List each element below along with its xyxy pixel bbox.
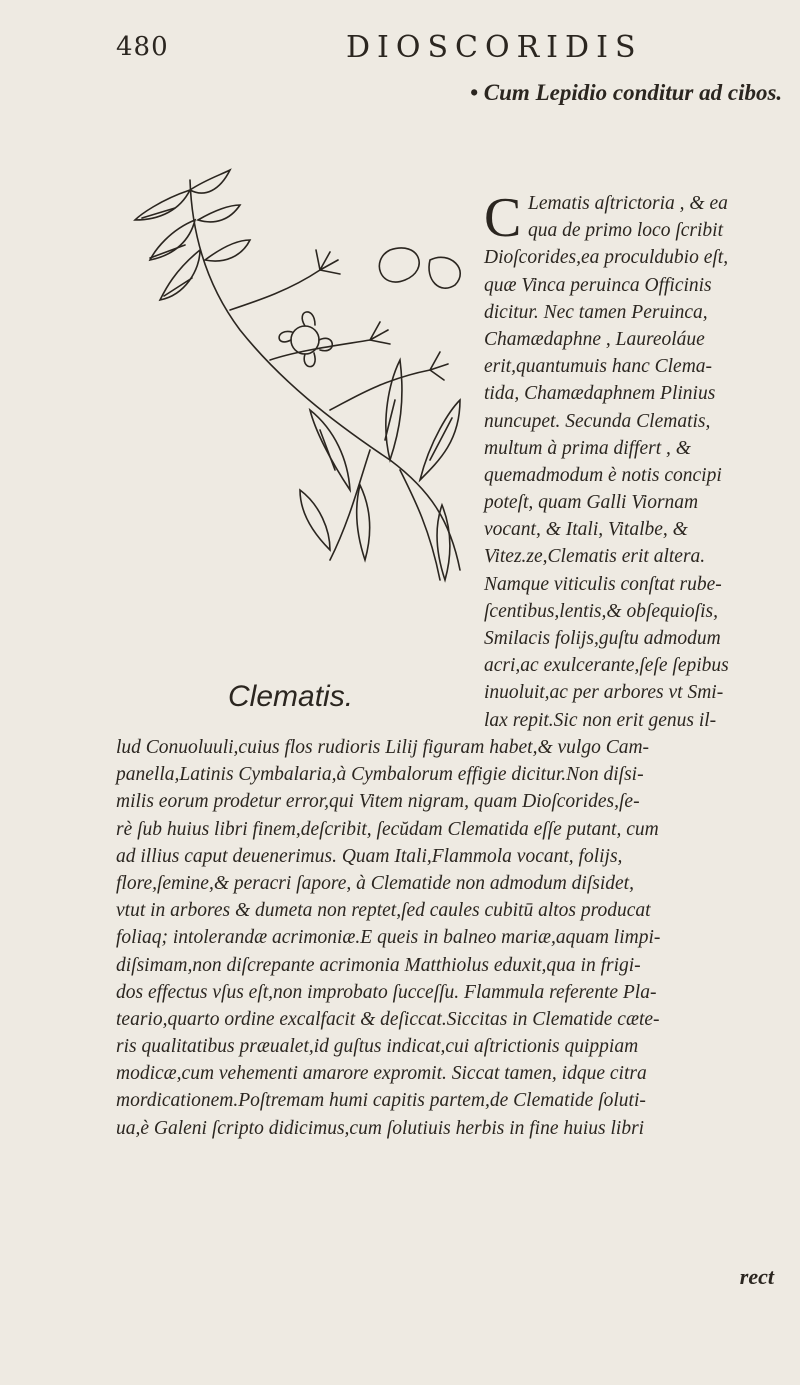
- text-line: ad illius caput deuenerimus. Quam Itali,Flammola vocant, folijs,: [116, 845, 623, 867]
- text-line: qua de primo loco ſcribit: [528, 220, 723, 242]
- text-line: lud Conuoluuli,cuius flos rudioris Lilij figuram habet,& vulgo Cam-: [116, 737, 650, 758]
- text-line: diſsimam,non diſcrepante acrimonia Matthiolus eduxit,qua in frigi-: [116, 954, 641, 976]
- text-line: vtut in arbores & dumeta non reptet,ſed caules cubitū altos producat: [116, 900, 651, 922]
- page-number: 480: [116, 32, 169, 62]
- text-line: lax repit.Sic non erit genus il-: [484, 709, 717, 731]
- text-line: erit,quantumuis hanc Clema-: [484, 356, 713, 378]
- text-line: quemadmodum è notis concipi: [484, 464, 722, 486]
- text-line: nuncupet. Secunda Clematis,: [484, 410, 711, 432]
- margin-note: • Cum Lepidio conditur ad cibos.: [470, 80, 783, 105]
- text-line: quæ Vinca peruinca Officinis: [484, 274, 712, 296]
- text-line: modicæ,cum vehementi amarore expromit. Siccat tamen, idque citra: [116, 1063, 647, 1085]
- catchword: rect: [739, 1264, 774, 1289]
- text-line: teario,quarto ordine excalfacit & deſiccat.Siccitas in Clematide cæte-: [116, 1008, 660, 1030]
- drop-cap: C: [484, 187, 522, 249]
- text-line: flore,ſemine,& peracri ſapore, à Clematide non admodum diſsidet,: [116, 872, 634, 894]
- text-line: vocant, & Itali, Vitalbe, &: [484, 519, 688, 541]
- text-line: ris qualitatibus præualet,id guſtus indicat,cui aſtrictionis quippiam: [116, 1036, 639, 1058]
- text-line: foliaq; intolerandæ acrimoniæ.E queis in balneo mariæ,aquam limpi-: [116, 927, 661, 949]
- text-line: rè ſub huius libri finem,deſcribit, ſecŭdam Clematida eſſe putant, cum: [116, 818, 659, 840]
- text-line: Chamædaphne , Laureoláue: [484, 328, 705, 350]
- text-line: acri,ac exulcerante,ſeſe ſepibus: [484, 655, 729, 677]
- text-line: multum à prima differt , &: [484, 437, 691, 459]
- text-line: Smilacis folijs,guſtu admodum: [484, 628, 721, 649]
- running-head: DIOSCORIDIS: [346, 30, 643, 65]
- full-width-text: [116, 734, 796, 1142]
- figure-caption: Clematis.: [228, 680, 354, 713]
- text-line: ſcentibus,lentis,& obſequioſis,: [484, 600, 718, 622]
- text-line: ua,è Galeni ſcripto didicimus,cum ſolutiuis herbis in fine huius libri: [116, 1117, 645, 1139]
- text-line: dicitur. Nec tamen Peruinca,: [484, 301, 708, 323]
- text-line: Vitez.ze,Clematis erit altera.: [484, 546, 706, 568]
- text-line: poteſt, quam Galli Viornam: [484, 492, 699, 514]
- page-header: [0, 26, 800, 66]
- text-line: Dioſcorides,ea proculdubio eſt,: [484, 247, 729, 269]
- text-line: mordicationem.Poſtremam humi capitis partem,de Clematide ſoluti-: [116, 1090, 646, 1112]
- text-column: [484, 187, 796, 734]
- text-line: Lematis aſtrictoria , & ea: [528, 193, 728, 214]
- text-line: milis eorum prodetur error,qui Vitem nigram, quam Dioſcorides,ſe-: [116, 791, 640, 813]
- text-line: tida, Chamædaphnem Plinius: [484, 383, 716, 405]
- text-line: inuoluit,ac per arbores vt Smi-: [484, 682, 724, 704]
- text-line: Namque viticulis conſtat rube-: [484, 573, 722, 595]
- text-line: dos effectus vſus eſt,non improbato ſucceſſu. Flammula referente Pla-: [116, 981, 657, 1003]
- clematis-plant-woodcut-icon: [130, 160, 480, 600]
- text-line: panella,Latinis Cymbalaria,à Cymbalorum effigie dicitur.Non diſsi-: [116, 764, 644, 786]
